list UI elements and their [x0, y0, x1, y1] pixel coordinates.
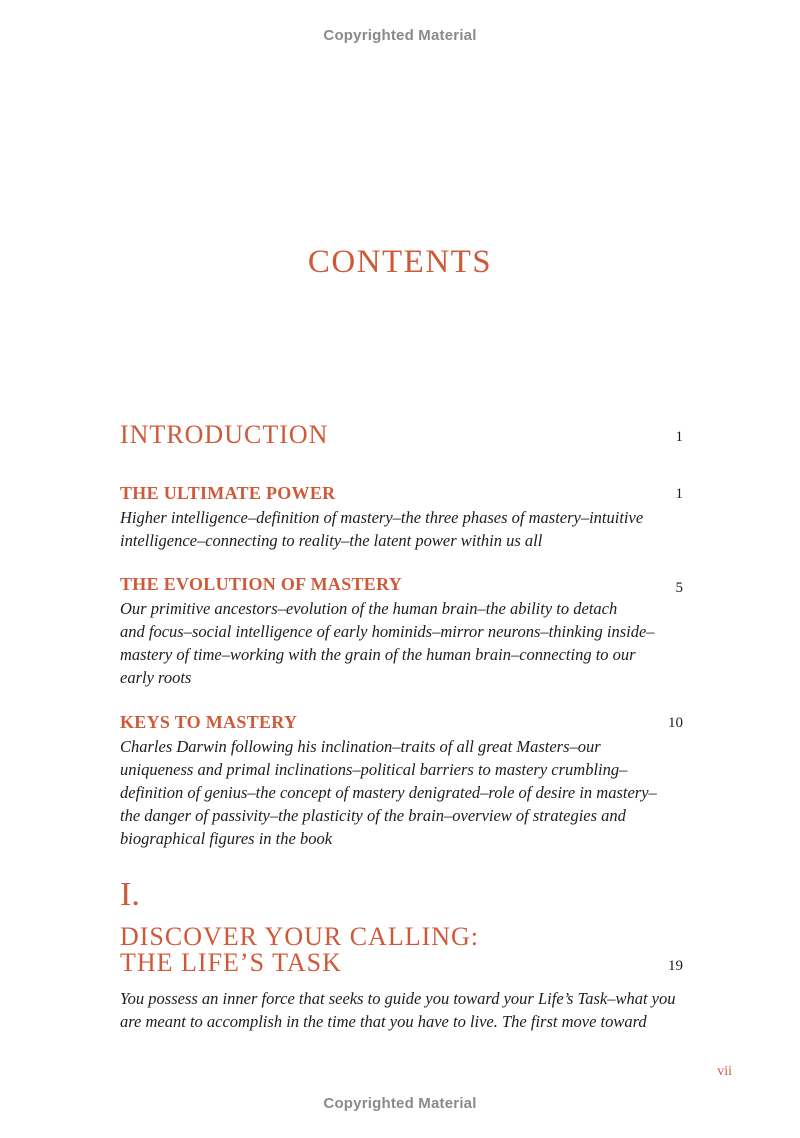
description-line: are meant to accomplish in the time that you have to live. The first move toward	[120, 1012, 647, 1031]
description-line: uniqueness and primal inclinations–political barriers to mastery crumbling–	[120, 760, 628, 779]
description-line: mastery of time–working with the grain of the human brain–connecting to our	[120, 645, 636, 664]
toc-section-description	[120, 597, 680, 689]
toc-section-page: 1	[675, 486, 683, 502]
toc-section-title: THE ULTIMATE POWER	[120, 483, 336, 503]
description-line: Charles Darwin following his inclination–traits of all great Masters–our	[120, 737, 601, 756]
toc-section-description	[120, 735, 680, 850]
description-line: Our primitive ancestors–evolution of the human brain–the ability to detach	[120, 599, 618, 618]
description-line: and focus–social intelligence of early hominids–mirror neurons–thinking inside–	[120, 622, 655, 641]
description-line: early roots	[120, 668, 192, 687]
page-title: CONTENTS	[307, 244, 493, 281]
copyright-watermark-top: Copyrighted Material	[323, 27, 477, 44]
description-line: definition of genius–the concept of mastery denigrated–role of desire in mastery–	[120, 783, 657, 802]
description-line: biographical figures in the book	[120, 829, 333, 848]
toc-introduction-title: INTRODUCTION	[120, 420, 329, 449]
part-title-line1: DISCOVER YOUR CALLING:	[120, 922, 480, 951]
page-folio: vii	[717, 1064, 732, 1079]
description-line: the danger of passivity–the plasticity of the brain–overview of strategies and	[120, 806, 626, 825]
part-title-line2: THE LIFE’S TASK	[120, 948, 342, 977]
part-page: 19	[668, 958, 683, 974]
description-line: You possess an inner force that seeks to guide you toward your Life’s Task–what you	[120, 989, 676, 1008]
description-line: Higher intelligence–definition of mastery–the three phases of mastery–intuitive	[120, 508, 644, 527]
toc-section-page: 5	[675, 580, 683, 596]
description-line: intelligence–connecting to reality–the latent power within us all	[120, 531, 543, 550]
toc-introduction-page: 1	[675, 429, 683, 445]
copyright-watermark-bottom: Copyrighted Material	[323, 1095, 477, 1112]
toc-section-title: KEYS TO MASTERY	[120, 712, 298, 732]
toc-section-page: 10	[668, 715, 683, 731]
part-description	[120, 987, 680, 1033]
part-number: I.	[120, 876, 140, 913]
toc-section-description	[120, 506, 680, 552]
toc-section-title: THE EVOLUTION OF MASTERY	[120, 574, 403, 594]
